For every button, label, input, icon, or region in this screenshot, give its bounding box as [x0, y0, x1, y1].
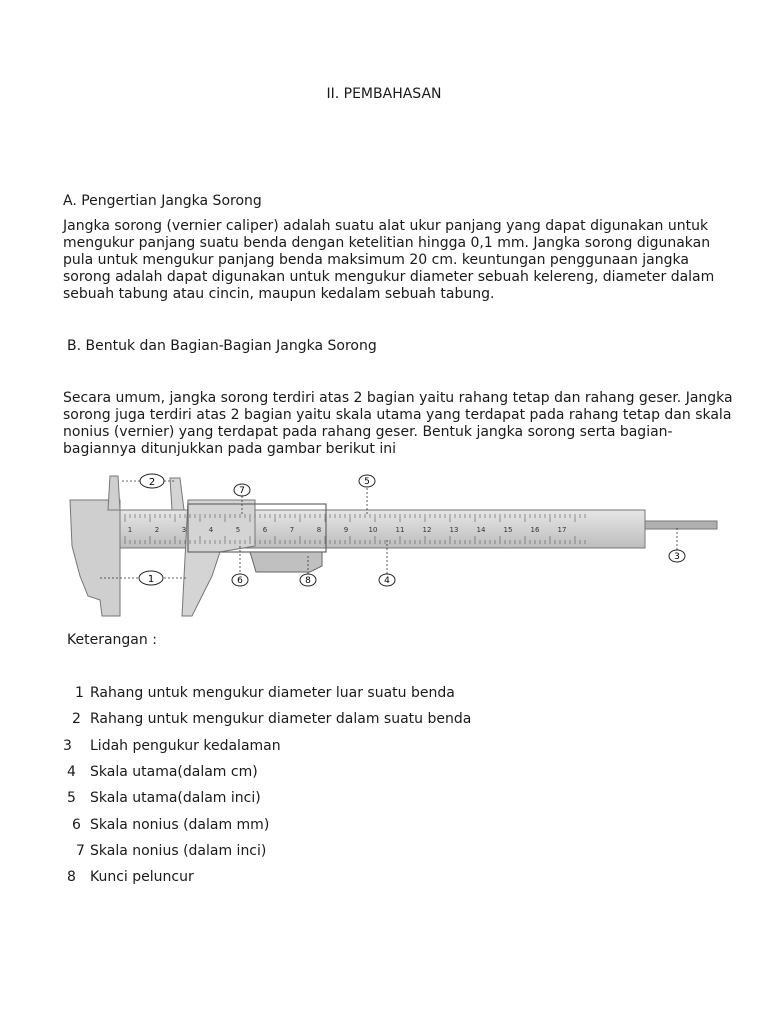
scale-number: 13: [449, 526, 459, 534]
scale-number: 2: [154, 526, 160, 534]
callout-3: [669, 550, 685, 562]
svg-text:7: 7: [239, 486, 245, 496]
fixed-jaw: [70, 500, 120, 616]
legend-item: [67, 764, 258, 780]
legend-item-text: Lidah pengukur kedalaman: [90, 738, 281, 754]
keterangan-label: Keterangan :: [67, 632, 157, 648]
scale-number: 16: [530, 526, 540, 534]
scale-number: 11: [395, 526, 405, 534]
scale-number: 3: [181, 526, 187, 534]
scale-number: 5: [235, 526, 241, 534]
legend-item: [67, 790, 261, 806]
scale-number: 1: [127, 526, 133, 534]
callout-5: [359, 475, 375, 487]
svg-text:6: 6: [237, 576, 243, 586]
legend-item-number: 7: [76, 843, 85, 859]
scale-number: 12: [422, 526, 432, 534]
vernier-caliper-figure: [60, 468, 726, 628]
callout-6: [232, 574, 248, 586]
scale-number: 9: [343, 526, 349, 534]
legend-item-number: 8: [67, 869, 76, 885]
legend-item-text: Skala nonius (dalam mm): [90, 817, 270, 833]
legend-item-number: 2: [72, 711, 81, 727]
legend-item-number: 4: [67, 764, 76, 780]
legend-item-number: 1: [75, 685, 84, 701]
legend-item: [72, 711, 472, 727]
svg-text:4: 4: [384, 576, 390, 586]
scale-number: 10: [368, 526, 378, 534]
legend-item: [63, 738, 281, 754]
lock-screw: [250, 552, 322, 572]
callout-4: [379, 574, 395, 586]
sliding-upper-jaw: [170, 478, 184, 510]
svg-text:3: 3: [674, 552, 680, 562]
scale-number: 4: [208, 526, 214, 534]
page-title: II. PEMBAHASAN: [326, 86, 442, 102]
legend-item-text: Skala utama(dalam cm): [90, 764, 258, 780]
scale-number: 6: [262, 526, 268, 534]
sliding-jaw: [182, 500, 255, 616]
legend-item-text: Skala utama(dalam inci): [90, 790, 261, 806]
legend-item: [67, 869, 194, 885]
scale-number: 14: [476, 526, 486, 534]
fixed-upper-jaw: [108, 476, 120, 510]
legend-item-number: 6: [72, 817, 81, 833]
section-a-heading: A. Pengertian Jangka Sorong: [63, 193, 262, 209]
scale-number: 8: [316, 526, 322, 534]
scale-number: 15: [503, 526, 513, 534]
legend-item: [75, 685, 455, 701]
legend-item-number: 3: [63, 738, 72, 754]
legend-item-text: Skala nonius (dalam inci): [90, 843, 267, 859]
svg-text:5: 5: [364, 477, 370, 487]
scale-number: 7: [289, 526, 295, 534]
svg-text:1: 1: [147, 574, 155, 585]
callout-8: [300, 574, 316, 586]
svg-text:8: 8: [305, 576, 311, 586]
callout-7: [234, 484, 250, 496]
scale-number: 17: [557, 526, 567, 534]
legend-item-text: Kunci peluncur: [90, 869, 194, 885]
callout-2: [140, 474, 164, 488]
legend-item-text: Rahang untuk mengukur diameter dalam suatu benda: [90, 711, 472, 727]
depth-rod: [645, 521, 717, 529]
legend-item: [72, 817, 270, 833]
legend-item: [76, 843, 267, 859]
legend-item-number: 5: [67, 790, 76, 806]
callout-1: [139, 571, 163, 585]
section-a-paragraph: Jangka sorong (vernier caliper) adalah suatu alat ukur panjang yang dapat digunakan untuk mengukur panjang suatu benda dengan ketelitian hingga 0,1 mm. Jangka sorong digunakan pula untuk mengukur panjang benda maksimum 20 cm. keuntungan penggunaan jangka sorong adalah dapat digunakan untuk mengukur diameter sebuah kelereng, diameter dalam sebuah tabung atau cincin, maupun kedalam sebuah tabung.: [63, 218, 715, 302]
section-b-heading: B. Bentuk dan Bagian-Bagian Jangka Sorong: [67, 338, 377, 354]
svg-text:2: 2: [148, 477, 156, 488]
section-b-paragraph: Secara umum, jangka sorong terdiri atas 2 bagian yaitu rahang tetap dan rahang geser. Jangka sorong juga terdiri atas 2 bagian yaitu skala utama yang terdapat pada rahang tetap dan skala nonius (vernier) yang terdapat pada rahang geser. Bentuk jangka sorong serta bagian-bagiannya ditunjukkan pada gambar berikut ini: [63, 390, 733, 457]
legend-item-text: Rahang untuk mengukur diameter luar suatu benda: [90, 685, 455, 701]
